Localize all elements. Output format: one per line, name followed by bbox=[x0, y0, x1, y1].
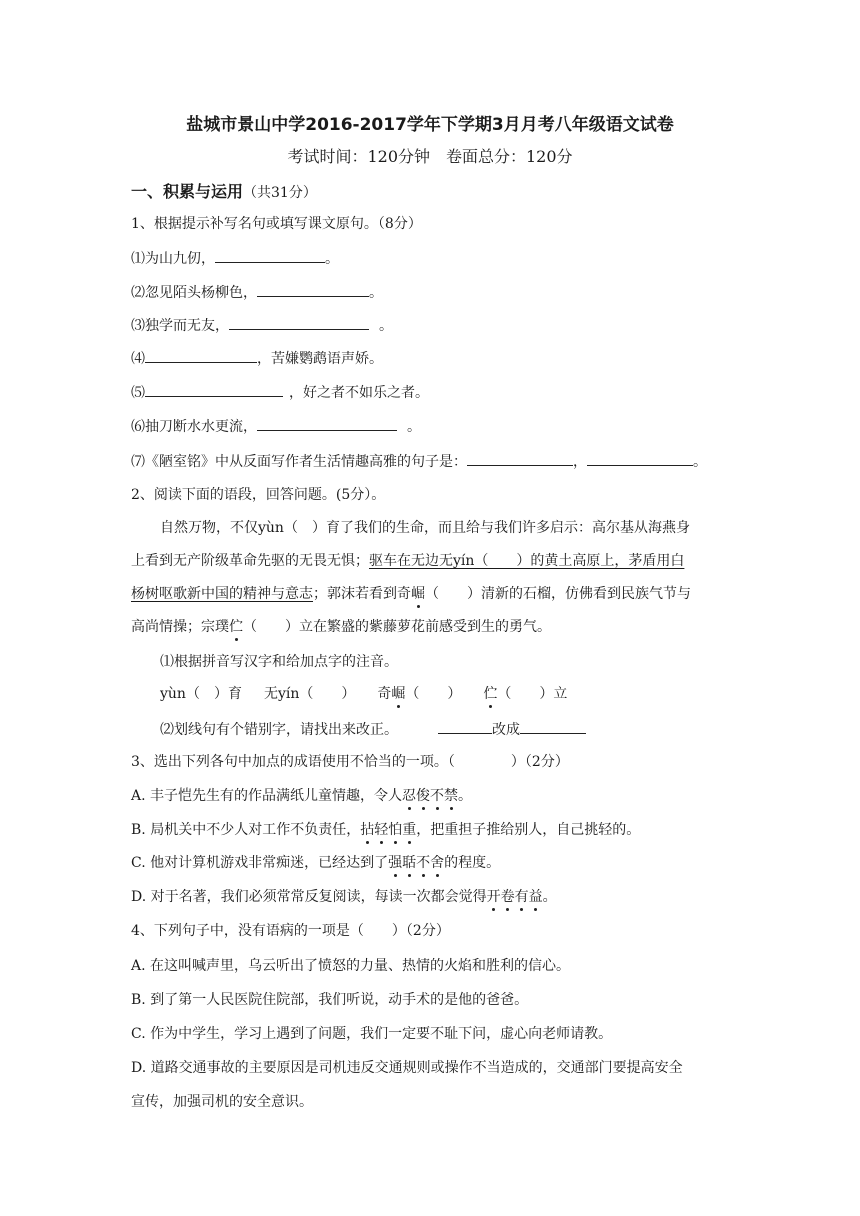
answer-blank[interactable] bbox=[257, 416, 397, 431]
answer-blank[interactable] bbox=[467, 451, 573, 466]
passage-line: 自然万物，不仅yùn（ ）育了我们的生命，而且给与我们许多启示：高尔基从海燕身 bbox=[160, 520, 690, 536]
section-title: 一、积累与运用 bbox=[131, 182, 244, 201]
option-text: C. 他对计算机游戏非常痴迷，已经达到了 bbox=[131, 855, 389, 871]
answer-blank[interactable] bbox=[587, 451, 693, 466]
dotted-character: 禁 bbox=[444, 788, 459, 804]
q1-item-text: ，苦嫌鹦鹉语声娇。 bbox=[257, 351, 383, 367]
passage-line bbox=[131, 584, 691, 604]
option-text: 。 bbox=[542, 889, 557, 905]
dotted-character: 怕 bbox=[388, 822, 403, 838]
passage-text: （ ）清新的石榴，仿佛看到民族气节与 bbox=[425, 586, 691, 602]
q1-item-text: ⑷ bbox=[131, 351, 145, 367]
q2-sub2-text: 改成 bbox=[492, 722, 520, 738]
q4-option-c: C. 作为中学生，学习上遇到了问题，我们一定要不耻下问，虚心向老师请教。 bbox=[131, 1026, 613, 1042]
passage-line bbox=[131, 551, 684, 571]
answer-blank[interactable] bbox=[229, 315, 369, 330]
answer-blank[interactable] bbox=[520, 719, 586, 734]
dotted-character: 伫 bbox=[483, 686, 498, 702]
section-score: （共31分） bbox=[243, 185, 317, 201]
q3-option-a bbox=[131, 786, 472, 806]
q3-option-b bbox=[131, 820, 640, 840]
passage-text: （ ）立在繁盛的紫藤萝花前感受到生的勇气。 bbox=[243, 619, 551, 635]
q2-subquestion-2 bbox=[160, 719, 586, 740]
q1-item-text: 。 bbox=[325, 251, 339, 267]
answer-blank[interactable] bbox=[145, 348, 257, 363]
q2-subquestion-1-items bbox=[160, 684, 567, 704]
q1-item-text: 。 bbox=[369, 285, 383, 301]
q1-item-text: 。 bbox=[379, 318, 393, 334]
q1-item-7 bbox=[131, 451, 707, 472]
q4-option-d: D. 道路交通事故的主要原因是司机违反交通规则或操作不当造成的，交通部门要提高安全 bbox=[131, 1060, 683, 1076]
q2-subquestion-1: ⑴根据拼音写汉字和给加点字的注音。 bbox=[160, 654, 398, 670]
option-text: A. 丰子恺先生有的作品满纸儿童情趣，令人 bbox=[131, 788, 403, 804]
q1-item-text: ⑸ bbox=[131, 385, 145, 401]
q2-sub2-text: ⑵划线句有个错别字，请找出来改正。 bbox=[160, 722, 398, 738]
dotted-character: 卷 bbox=[500, 889, 515, 905]
question-2-prompt: 2、阅读下面的语段，回答问题。(5分）。 bbox=[131, 487, 386, 503]
q1-item-1 bbox=[131, 248, 339, 269]
option-text: D. 对于名著，我们必须常常反复阅读，每读一次都会觉得 bbox=[131, 889, 487, 905]
dotted-character: 轻 bbox=[374, 822, 389, 838]
exam-title: 盐城市景山中学2016-2017学年下学期3月月考八年级语文试卷 bbox=[186, 115, 674, 135]
q1-item-text: ⑵忽见陌头杨柳色， bbox=[131, 285, 257, 301]
passage-line bbox=[131, 617, 551, 637]
option-text: ，把重担子推给别人，自己挑轻的。 bbox=[416, 822, 641, 838]
dotted-character: 益 bbox=[528, 889, 543, 905]
passage-text: ；郭沫若看到奇 bbox=[313, 586, 411, 602]
dotted-character: 忍 bbox=[402, 788, 417, 804]
q1-item-text: ⑶独学而无友， bbox=[131, 318, 229, 334]
pinyin-item: yùn（ ）育 bbox=[160, 686, 242, 702]
dotted-character: 俊 bbox=[416, 788, 431, 804]
dotted-character: 崛 bbox=[411, 586, 425, 602]
q1-item-3 bbox=[131, 315, 393, 336]
q1-item-text: ⑺《陋室铭》中从反面写作者生活情趣高雅的句子是： bbox=[131, 454, 467, 470]
q4-option-b: B. 到了第一人民医院住院部，我们听说，动手术的是他的爸爸。 bbox=[131, 992, 529, 1008]
question-3-prompt: 3、选出下列各句中加点的成语使用不恰当的一项。（ ）（2分） bbox=[131, 754, 569, 770]
q1-item-text: 。 bbox=[693, 454, 707, 470]
q1-item-text: 。 bbox=[407, 419, 421, 435]
dotted-character: 重 bbox=[402, 822, 417, 838]
dotted-character: 不 bbox=[430, 788, 445, 804]
pinyin-item: （ ） bbox=[405, 686, 462, 702]
q4-option-d-continued: 宣传，加强司机的安全意识。 bbox=[131, 1094, 313, 1110]
q3-option-c bbox=[131, 853, 500, 873]
question-1-prompt: 1、根据提示补写名句或填写课文原句。（8分） bbox=[131, 216, 422, 232]
dotted-character: 崛 bbox=[391, 686, 406, 702]
option-text: 。 bbox=[458, 788, 473, 804]
q3-option-d bbox=[131, 887, 557, 907]
section-heading bbox=[131, 182, 317, 203]
dotted-character: 舍 bbox=[430, 855, 445, 871]
q1-item-5 bbox=[131, 382, 429, 403]
dotted-character: 聒 bbox=[402, 855, 417, 871]
pinyin-item: （ ）立 bbox=[497, 686, 568, 702]
underlined-sentence: 驱车在无边无yín（ ）的黄土高原上，茅盾用白 bbox=[369, 553, 685, 569]
question-4-prompt: 4、下列句子中，没有语病的一项是（ ）（2分） bbox=[131, 923, 450, 939]
dotted-character: 不 bbox=[416, 855, 431, 871]
q1-item-2 bbox=[131, 282, 383, 303]
dotted-character: 开 bbox=[486, 889, 501, 905]
q4-option-a: A. 在这叫喊声里，乌云听出了愤怒的力量、热情的火焰和胜利的信心。 bbox=[131, 958, 571, 974]
option-text: B. 局机关中不少人对工作不负责任， bbox=[131, 822, 361, 838]
q1-item-text: ⑹抽刀断水水更流， bbox=[131, 419, 257, 435]
passage-text: 高尚情操；宗璞 bbox=[131, 619, 229, 635]
answer-blank[interactable] bbox=[257, 282, 369, 297]
option-text: 的程度。 bbox=[444, 855, 501, 871]
answer-blank[interactable] bbox=[215, 248, 325, 263]
pinyin-item: 无yín（ ） bbox=[263, 686, 356, 702]
pinyin-item: 奇 bbox=[377, 686, 392, 702]
q1-item-text: ，好之者不如乐之者。 bbox=[289, 385, 429, 401]
dotted-character: 拈 bbox=[360, 822, 375, 838]
dotted-character: 有 bbox=[514, 889, 529, 905]
q1-item-text: ⑴为山九仞， bbox=[131, 251, 215, 267]
passage-text: 上看到无产阶级革命先驱的无畏无惧； bbox=[131, 553, 369, 569]
dotted-character: 伫 bbox=[229, 619, 243, 635]
exam-subtitle: 考试时间：120分钟 卷面总分：120分 bbox=[287, 147, 573, 166]
q1-item-6 bbox=[131, 416, 421, 437]
answer-blank[interactable] bbox=[145, 382, 283, 397]
answer-blank[interactable] bbox=[438, 719, 492, 734]
underlined-sentence: 杨树呕歌新中国的精神与意志 bbox=[131, 586, 313, 602]
q1-item-text: ， bbox=[573, 454, 587, 470]
q1-item-4 bbox=[131, 348, 383, 369]
dotted-character: 强 bbox=[388, 855, 403, 871]
